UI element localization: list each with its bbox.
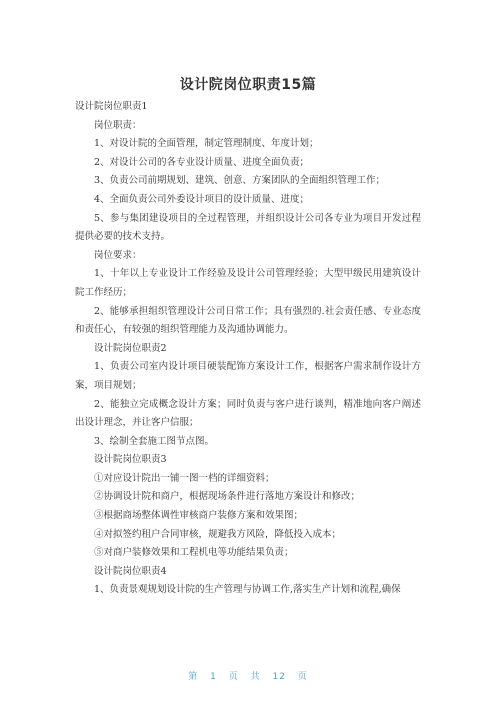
footer-total-label: 共 xyxy=(250,672,261,682)
paragraph: 1、对设计院的全面管理，制定管理制度、年度计划； xyxy=(94,138,319,150)
paragraph: 3、负责公司前期规划、建筑、创意、方案团队的全面组织管理工作； xyxy=(94,175,386,187)
paragraph: 2、能够承担组织管理设计公司日常工作；具有强烈的.社会责任感、专业态度和责任心，有较强的组织管理能力及沟通协调能力。 xyxy=(75,305,421,336)
paragraph: 岗位职责： xyxy=(94,119,142,131)
paragraph: ⑤对商户装修效果和工程机电等功能结果负责； xyxy=(94,547,294,559)
paragraph: ②协调设计院和商户，根据现场条件进行落地方案设计和修改； xyxy=(94,491,361,503)
paragraph: 1、十年以上专业设计工作经验及设计公司管理经验；大型甲级民用建筑设计院工作经历； xyxy=(75,268,421,298)
paragraph: 3、绘制全套施工图节点图。 xyxy=(94,435,215,447)
paragraph: 设计院岗位职责3 xyxy=(94,454,167,466)
footer-page-unit: 页 xyxy=(228,672,239,682)
paragraph: ①对应设计院出一铺一图一档的详细资料； xyxy=(94,472,275,484)
paragraph: 2、能独立完成概念设计方案；同时负责与客户进行谈判，精准地向客户阐述出设计理念，并让客户信服； xyxy=(75,398,421,429)
paragraph: 岗位要求： xyxy=(94,249,142,261)
footer-total-pages: 12 xyxy=(272,672,286,682)
paragraph: 设计院岗位职责4 xyxy=(94,565,167,577)
document-body xyxy=(75,98,421,600)
document-title: 设计院岗位职责15篇 xyxy=(179,77,317,93)
paragraph: 5、参与集团建设项目的全过程管理，并组织设计公司各专业为项目开发过程提供必要的技术支持。 xyxy=(75,212,421,243)
paragraph: 1、负责景观规划设计院的生产管理与协调工作,落实生产计划和流程,确保 xyxy=(94,584,401,596)
footer-total-unit: 页 xyxy=(297,672,308,682)
paragraph: ④对拟签约租户合同审核，规避我方风险，降低投入成本； xyxy=(94,528,342,540)
paragraph: 设计院岗位职责1 xyxy=(75,101,148,112)
paragraph: 设计院岗位职责2 xyxy=(94,342,167,354)
footer-page-label: 第 xyxy=(188,672,199,682)
paragraph: 1、负责公司室内设计项目硬装配饰方案设计工作，根据客户需求制作设计方案，项目规划； xyxy=(75,361,421,391)
footer-current-page: 1 xyxy=(210,672,217,682)
paragraph: 2、对设计公司的各专业设计质量、进度全面负责； xyxy=(94,156,310,168)
page-footer xyxy=(0,669,496,682)
paragraph: 4、全面负责公司外委设计项目的设计质量、进度； xyxy=(94,193,310,205)
paragraph: ③根据商场整体调性审核商户装修方案和效果图； xyxy=(94,510,304,522)
